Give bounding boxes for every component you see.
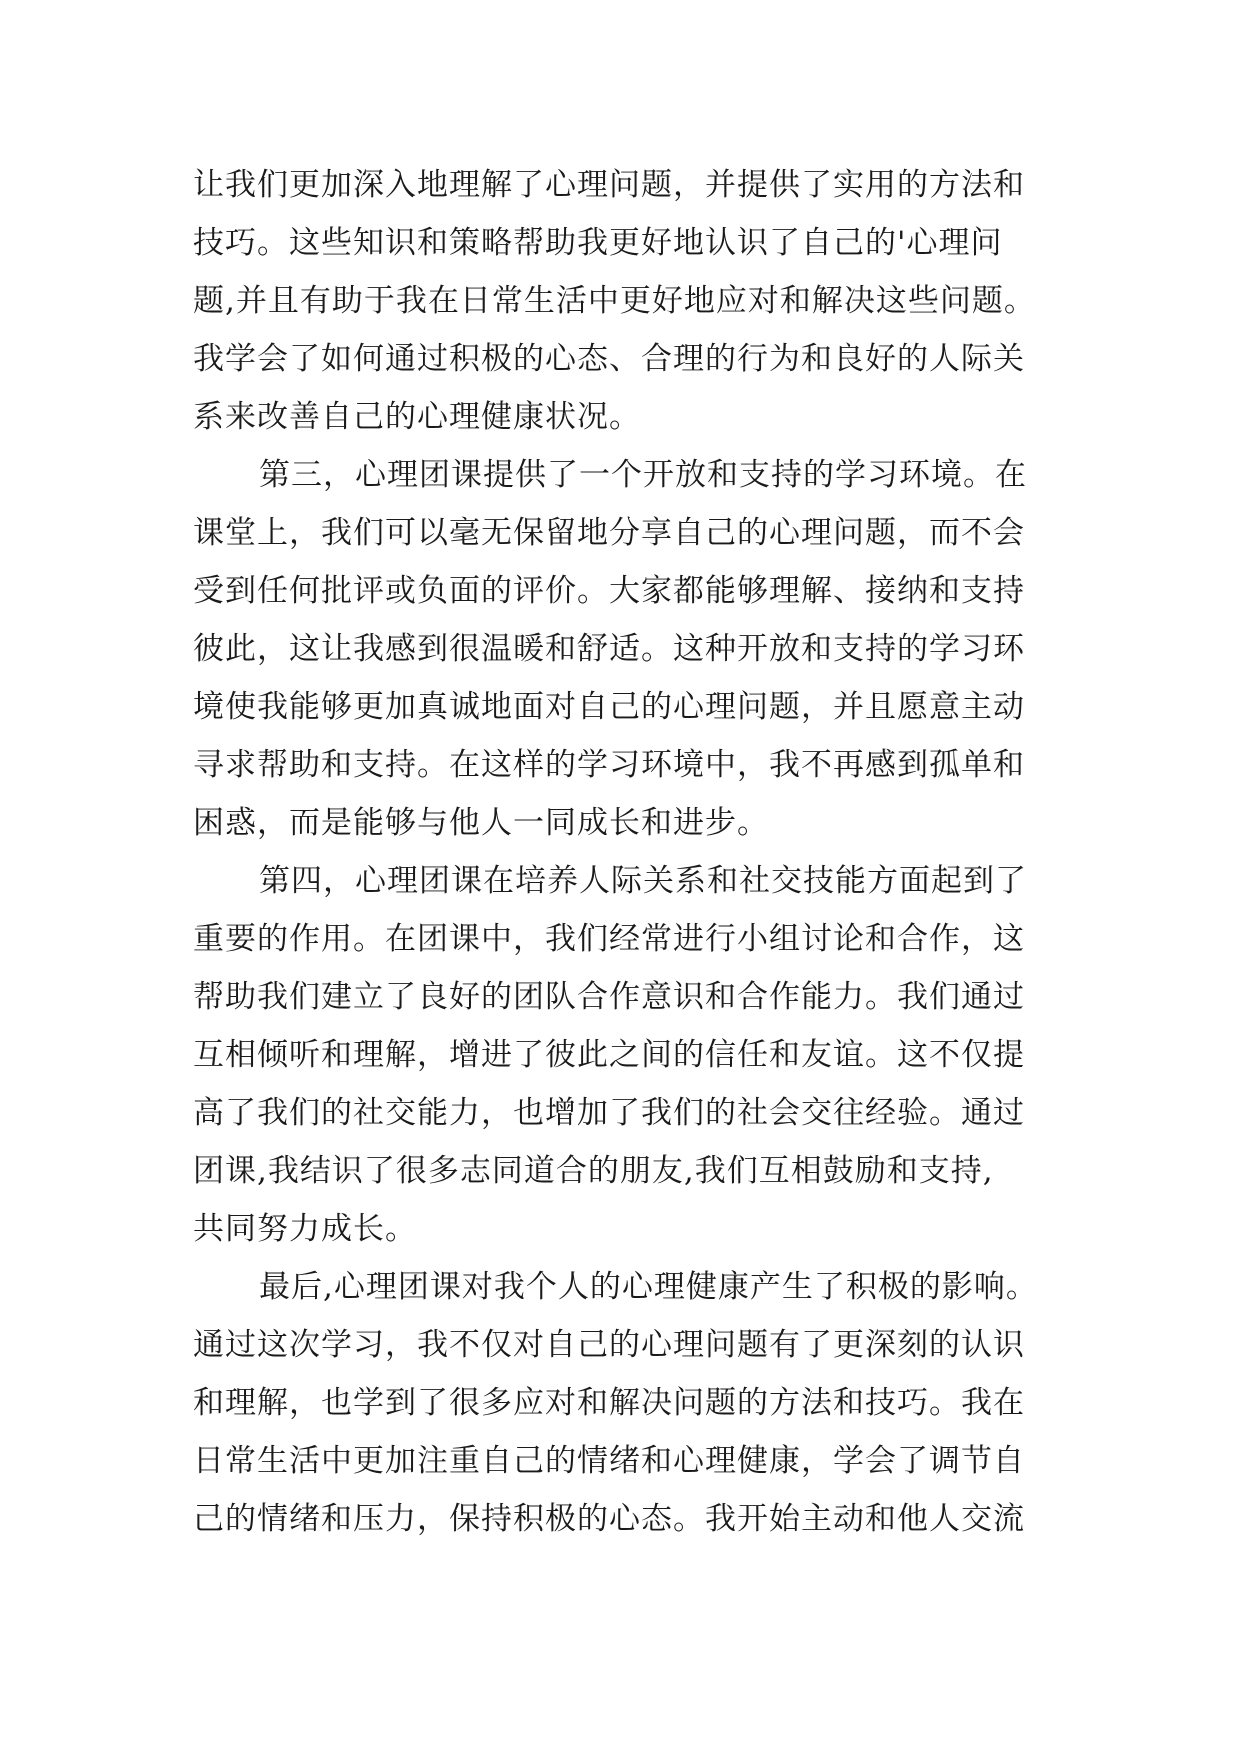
text-line: 境使我能够更加真诚地面对自己的心理问题，并且愿意主动 — [193, 689, 1025, 725]
text-line: 困惑，而是能够与他人一同成长和进步。 — [193, 805, 769, 841]
text-line: 团课,我结识了很多志同道合的朋友,我们互相鼓励和支持, — [193, 1153, 994, 1189]
text-line: 通过这次学习，我不仅对自己的心理问题有了更深刻的认识 — [193, 1327, 1025, 1363]
text-line: 共同努力成长。 — [193, 1211, 417, 1247]
text-line: 让我们更加深入地理解了心理问题，并提供了实用的方法和 — [193, 167, 1025, 203]
text-line: 课堂上，我们可以毫无保留地分享自己的心理问题，而不会 — [193, 515, 1025, 551]
text-line: 我学会了如何通过积极的心态、合理的行为和良好的人际关 — [193, 341, 1025, 377]
text-line: 技巧。这些知识和策略帮助我更好地认识了自己的'心理问 — [193, 225, 1003, 261]
body-text — [193, 156, 1073, 1548]
text-line: 己的情绪和压力，保持积极的心态。我开始主动和他人交流 — [193, 1501, 1025, 1537]
text-line: 高了我们的社交能力，也增加了我们的社会交往经验。通过 — [193, 1095, 1025, 1131]
text-line: 和理解，也学到了很多应对和解决问题的方法和技巧。我在 — [193, 1385, 1025, 1421]
text-line: 彼此，这让我感到很温暖和舒适。这种开放和支持的学习环 — [193, 631, 1025, 667]
text-line: 重要的作用。在团课中，我们经常进行小组讨论和合作，这 — [193, 921, 1025, 957]
paragraph-first-line: 第四，心理团课在培养人际关系和社交技能方面起到了 — [259, 863, 1027, 899]
paragraph-first-line: 最后,心理团课对我个人的心理健康产生了积极的影响。 — [259, 1269, 1038, 1305]
text-line: 系来改善自己的心理健康状况。 — [193, 399, 641, 435]
text-line: 日常生活中更加注重自己的情绪和心理健康，学会了调节自 — [193, 1443, 1025, 1479]
text-line: 互相倾听和理解，增进了彼此之间的信任和友谊。这不仅提 — [193, 1037, 1025, 1073]
text-line: 帮助我们建立了良好的团队合作意识和合作能力。我们通过 — [193, 979, 1025, 1015]
text-line: 题,并且有助于我在日常生活中更好地应对和解决这些问题。 — [193, 283, 1036, 319]
text-line: 寻求帮助和支持。在这样的学习环境中，我不再感到孤单和 — [193, 747, 1025, 783]
text-line: 受到任何批评或负面的评价。大家都能够理解、接纳和支持 — [193, 573, 1025, 609]
paragraph-first-line: 第三，心理团课提供了一个开放和支持的学习环境。在 — [259, 457, 1027, 493]
